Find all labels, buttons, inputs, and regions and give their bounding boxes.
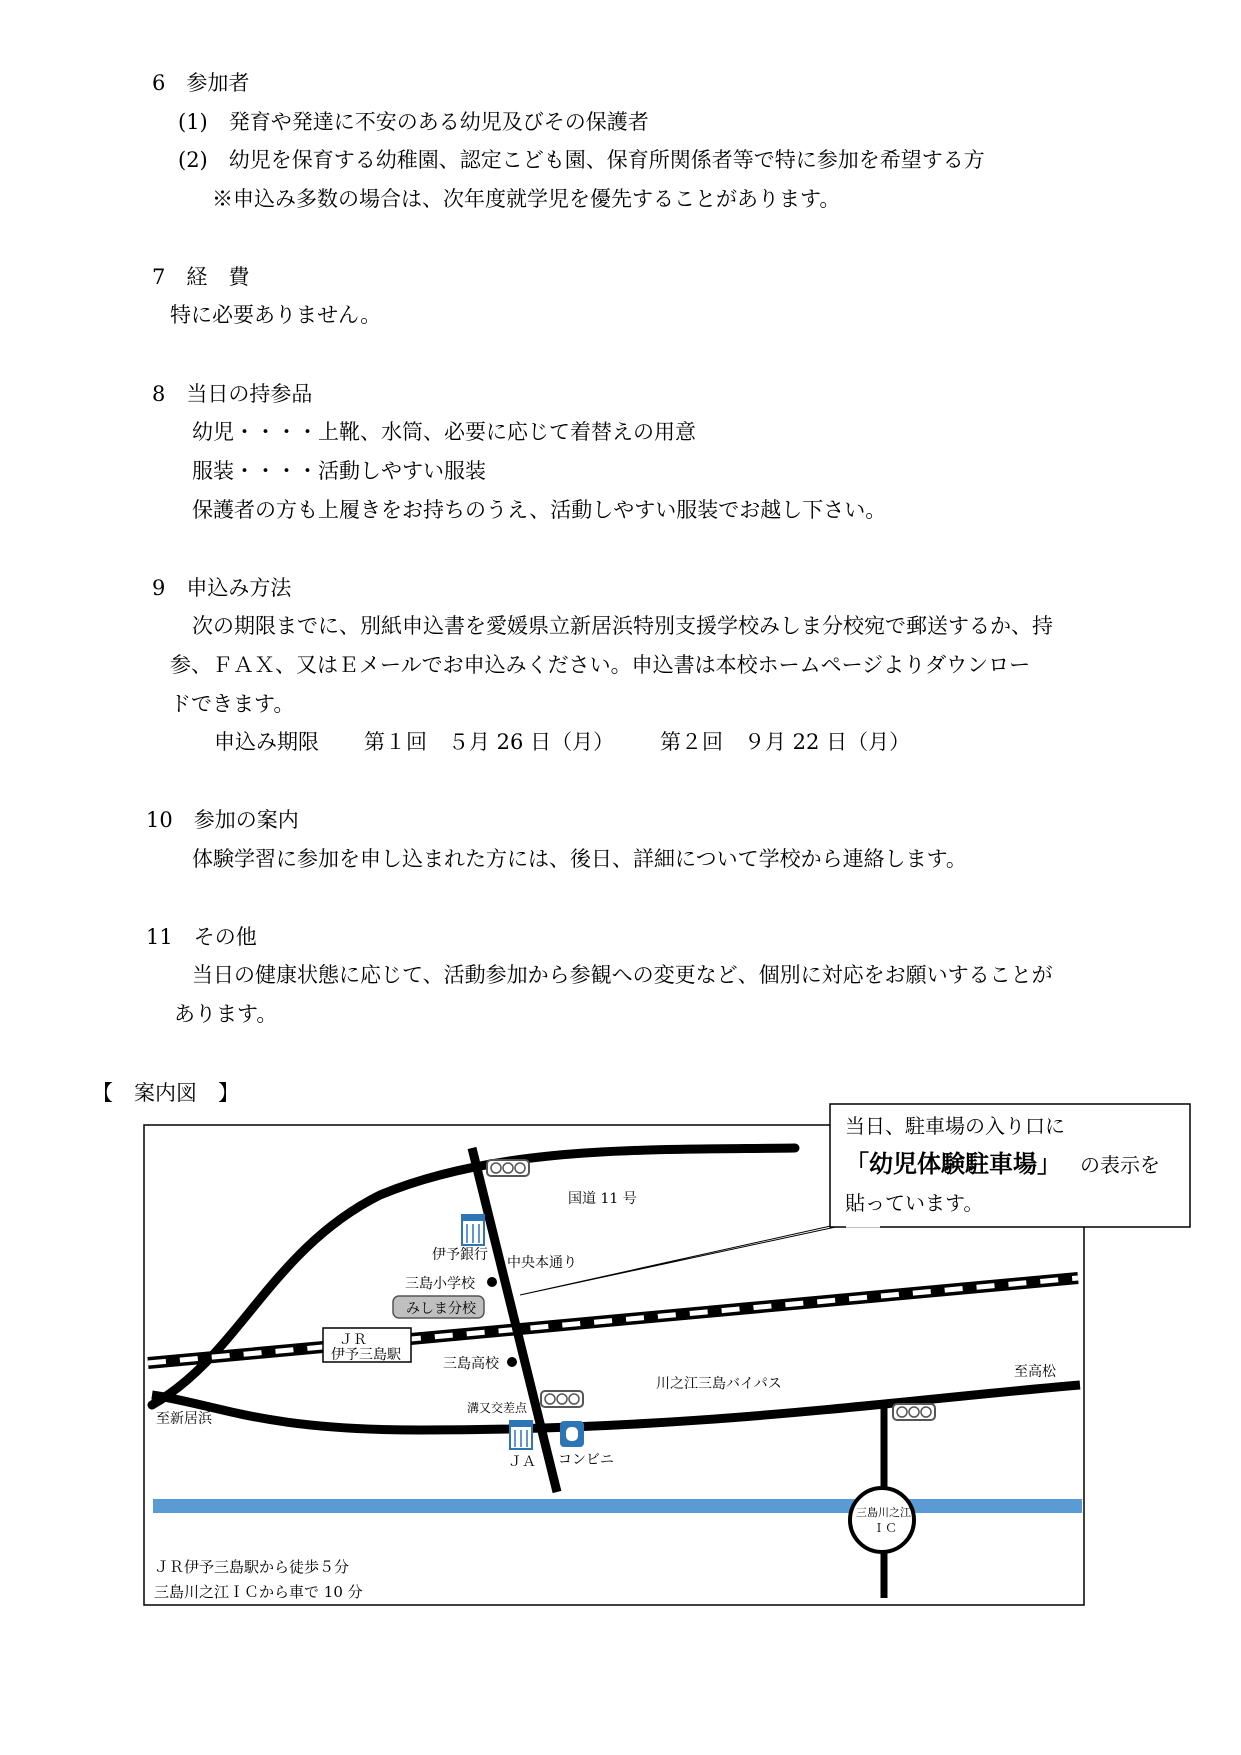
section-6-item-2: (2) 幼児を保育する幼稚園、認定こども園、保育所関係者等で特に参加を希望する方: [178, 148, 985, 172]
traffic-light-icon: [893, 1404, 935, 1420]
ja-building-icon: [510, 1421, 532, 1449]
access-note-1: ＪＲ伊予三島駅から徒歩５分: [154, 1558, 350, 1576]
deadline-round-1: 第１回 ５月 26 日（月）: [364, 730, 615, 754]
section-11-line-2: あります。: [174, 1002, 278, 1026]
jr-label-1: ＪＲ: [339, 1332, 367, 1348]
jr-label-2: 伊予三島駅: [331, 1347, 401, 1363]
section-11-heading: 11 その他: [146, 925, 257, 949]
deadline-round-2: 第２回 ９月 22 日（月）: [660, 730, 911, 754]
mishima-branch-label: みしま分校: [406, 1301, 476, 1317]
section-11-line-1: 当日の健康状態に応じて、活動参加から参観への変更など、個別に対応をお願いすることが: [192, 963, 1053, 987]
map-title: 【 案内図 】: [92, 1081, 239, 1105]
ic-label-2: ＩＣ: [873, 1521, 898, 1535]
to-takamatsu-label: 至高松: [1014, 1364, 1056, 1380]
mishima-high-label: 三島高校: [443, 1356, 499, 1372]
convenience-store-icon: [560, 1421, 584, 1447]
callout-line-1: 当日、駐車場の入り口に: [845, 1114, 1065, 1138]
access-note-2: 三島川之江ＩＣから車で 10 分: [154, 1583, 363, 1601]
route-11-label: 国道 11 号: [568, 1191, 637, 1207]
to-niihama-label: 至新居浜: [156, 1411, 212, 1427]
section-8-heading: 8 当日の持参品: [152, 382, 313, 406]
chuo-dori-label: 中央本通り: [507, 1255, 577, 1271]
callout-bold: 「幼児体験駐車場」: [845, 1149, 1061, 1178]
mishima-elementary-label: 三島小学校: [405, 1276, 475, 1292]
section-8-line-1: 幼児・・・・上靴、水筒、必要に応じて着替えの用意: [192, 420, 696, 444]
section-9-line-1: 次の期限までに、別紙申込書を愛媛県立新居浜特別支援学校みしま分校宛で郵送するか、持: [192, 614, 1053, 638]
ic-circle: [850, 1488, 914, 1552]
section-6-item-1: (1) 発育や発達に不安のある幼児及びその保護者: [178, 110, 649, 134]
section-6-note: ※申込み多数の場合は、次年度就学児を優先することがあります。: [212, 187, 841, 211]
section-8-line-2: 服装・・・・活動しやすい服装: [192, 459, 486, 483]
iyo-bank-label: 伊予銀行: [432, 1247, 488, 1263]
section-9-heading: 9 申込み方法: [152, 576, 292, 600]
section-8-line-3: 保護者の方も上履きをお持ちのうえ、活動しやすい服装でお越し下さい。: [192, 498, 887, 522]
mizomata-label: 溝又交差点: [467, 1401, 528, 1415]
high-school-marker: [507, 1357, 517, 1367]
bank-building-icon: [462, 1215, 484, 1245]
ic-label-1: 三島川之江: [856, 1506, 911, 1519]
section-10-body: 体験学習に参加を申し込まれた方には、後日、詳細について学校から連絡します。: [192, 847, 967, 871]
section-6-heading: 6 参加者: [152, 71, 250, 95]
river: [153, 1499, 1082, 1513]
section-7-heading: 7 経 費: [152, 265, 250, 289]
section-7-body: 特に必要ありません。: [170, 303, 382, 327]
callout-line-3: 貼っています。: [845, 1191, 984, 1215]
deadline-label: 申込み期限: [214, 730, 319, 754]
section-9-line-3: ドできます。: [170, 692, 295, 716]
section-9-line-2: 参、ＦＡＸ、又はＥメールでお申込みください。申込書は本校ホームページよりダウンロー: [170, 653, 1031, 677]
conveni-label: コンビニ: [558, 1452, 614, 1468]
ja-label: ＪＡ: [508, 1454, 536, 1470]
callout-suffix: の表示を: [1080, 1153, 1160, 1177]
bypass-label: 川之江三島バイパス: [656, 1376, 782, 1392]
section-10-heading: 10 参加の案内: [146, 808, 299, 832]
traffic-light-icon: [487, 1160, 529, 1176]
elementary-school-marker: [487, 1277, 497, 1287]
traffic-light-icon: [541, 1391, 583, 1407]
